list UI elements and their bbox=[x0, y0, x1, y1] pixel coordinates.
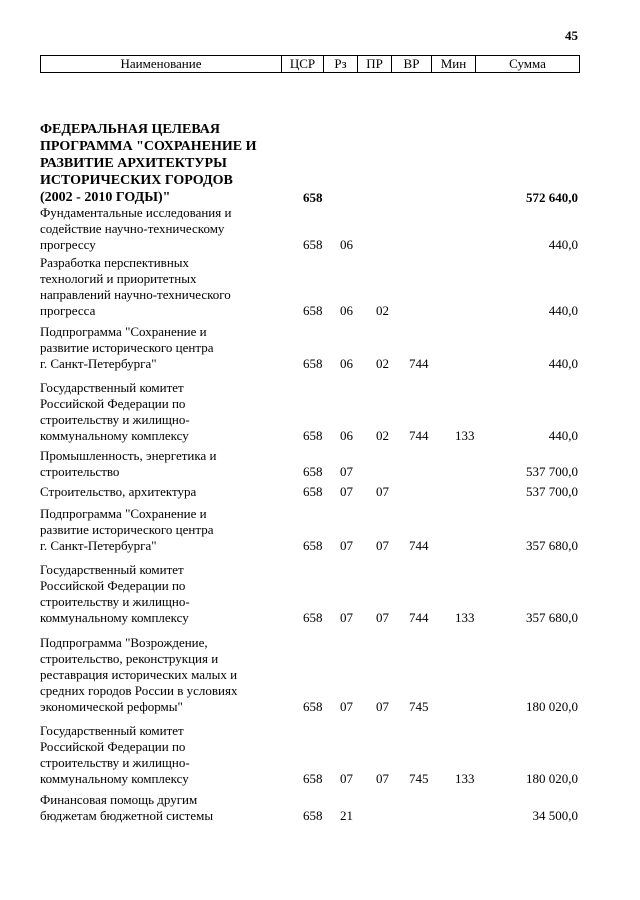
row-csr: 658 bbox=[303, 484, 323, 499]
row-name: Фундаментальные исследования и содействие научно-техническому прогрессу bbox=[40, 205, 232, 252]
row-name: Государственный комитет Российской Федерации по строительству и жилищно- коммунальному комплексу bbox=[40, 380, 190, 443]
row-rz: 21 bbox=[340, 808, 353, 823]
table-row bbox=[0, 324, 640, 372]
row-name: Разработка перспективных технологий и приоритетных направлений научно-технического прогресса bbox=[40, 255, 231, 318]
table-row bbox=[0, 723, 640, 787]
row-rz: 06 bbox=[340, 428, 353, 443]
row-sum: 440,0 bbox=[548, 303, 578, 318]
row-vr: 745 bbox=[409, 771, 429, 786]
row-sum: 440,0 bbox=[548, 428, 578, 443]
row-sum: 357 680,0 bbox=[526, 538, 578, 553]
row-min: 133 bbox=[455, 610, 475, 625]
table-row bbox=[0, 448, 640, 480]
row-rz: 06 bbox=[340, 237, 353, 252]
row-rz: 07 bbox=[340, 610, 353, 625]
header-sum: Сумма bbox=[509, 56, 546, 71]
row-pr: 02 bbox=[376, 428, 389, 443]
row-name: Строительство, архитектура bbox=[40, 484, 197, 499]
header-name: Наименование bbox=[41, 56, 282, 72]
row-rz: 07 bbox=[340, 464, 353, 479]
table-row bbox=[0, 121, 640, 206]
row-rz: 07 bbox=[340, 538, 353, 553]
row-csr: 658 bbox=[303, 538, 323, 553]
table-row bbox=[0, 792, 640, 824]
row-vr: 745 bbox=[409, 699, 429, 714]
row-name: Государственный комитет Российской Федерации по строительству и жилищно- коммунальному комплексу bbox=[40, 723, 190, 786]
row-name: ФЕДЕРАЛЬНАЯ ЦЕЛЕВАЯ ПРОГРАММА "СОХРАНЕНИЕ И РАЗВИТИЕ АРХИТЕКТУРЫ ИСТОРИЧЕСКИХ ГОРОДОВ (2002 - 2010 ГОДЫ)" bbox=[40, 122, 257, 205]
row-sum: 537 700,0 bbox=[526, 464, 578, 479]
table-row bbox=[0, 506, 640, 554]
row-min: 133 bbox=[455, 771, 475, 786]
row-sum: 180 020,0 bbox=[526, 771, 578, 786]
row-sum: 357 680,0 bbox=[526, 610, 578, 625]
row-csr: 658 bbox=[303, 237, 323, 252]
table-row bbox=[0, 562, 640, 626]
header-vr: ВР bbox=[392, 56, 432, 72]
row-pr: 07 bbox=[376, 484, 389, 499]
row-rz: 07 bbox=[340, 699, 353, 714]
row-csr: 658 bbox=[303, 428, 323, 443]
row-pr: 07 bbox=[376, 610, 389, 625]
table-row bbox=[0, 205, 640, 253]
row-pr: 07 bbox=[376, 771, 389, 786]
row-csr: 658 bbox=[303, 190, 323, 205]
row-rz: 07 bbox=[340, 484, 353, 499]
header-rz: Рз bbox=[324, 56, 358, 72]
table-row bbox=[0, 635, 640, 715]
row-name: Финансовая помощь другим бюджетам бюджетной системы bbox=[40, 792, 214, 823]
row-csr: 658 bbox=[303, 610, 323, 625]
row-sum: 572 640,0 bbox=[526, 190, 578, 205]
row-sum: 180 020,0 bbox=[526, 699, 578, 714]
row-csr: 658 bbox=[303, 464, 323, 479]
row-sum: 34 500,0 bbox=[532, 808, 578, 823]
row-csr: 658 bbox=[303, 303, 323, 318]
table-row bbox=[0, 380, 640, 444]
header-pr: ПР bbox=[358, 56, 392, 72]
row-csr: 658 bbox=[303, 808, 323, 823]
row-csr: 658 bbox=[303, 699, 323, 714]
table-row bbox=[0, 255, 640, 319]
row-sum: 440,0 bbox=[548, 356, 578, 371]
row-sum: 440,0 bbox=[548, 237, 578, 252]
row-min: 133 bbox=[455, 428, 475, 443]
row-name: Промышленность, энергетика и строительство bbox=[40, 448, 217, 479]
row-pr: 07 bbox=[376, 538, 389, 553]
row-name: Подпрограмма "Сохранение и развитие исторического центра г. Санкт-Петербурга" bbox=[40, 506, 214, 553]
row-rz: 06 bbox=[340, 303, 353, 318]
row-rz: 06 bbox=[340, 356, 353, 371]
row-vr: 744 bbox=[409, 538, 429, 553]
row-csr: 658 bbox=[303, 356, 323, 371]
row-pr: 02 bbox=[376, 356, 389, 371]
row-sum: 537 700,0 bbox=[526, 484, 578, 499]
row-pr: 07 bbox=[376, 699, 389, 714]
page-number: 45 bbox=[565, 28, 578, 43]
header-csr: ЦСР bbox=[282, 56, 324, 72]
table-row bbox=[0, 484, 640, 500]
row-name: Подпрограмма "Возрождение, строительство, реконструкция и реставрация исторических малых и средних городов России в условиях экономической реформы" bbox=[40, 635, 238, 714]
row-vr: 744 bbox=[409, 356, 429, 371]
header-min: Мин bbox=[432, 56, 476, 72]
row-rz: 07 bbox=[340, 771, 353, 786]
table-header bbox=[40, 55, 580, 73]
row-name: Государственный комитет Российской Федерации по строительству и жилищно- коммунальному комплексу bbox=[40, 562, 190, 625]
row-vr: 744 bbox=[409, 610, 429, 625]
row-name: Подпрограмма "Сохранение и развитие исторического центра г. Санкт-Петербурга" bbox=[40, 324, 214, 371]
row-csr: 658 bbox=[303, 771, 323, 786]
row-vr: 744 bbox=[409, 428, 429, 443]
row-pr: 02 bbox=[376, 303, 389, 318]
